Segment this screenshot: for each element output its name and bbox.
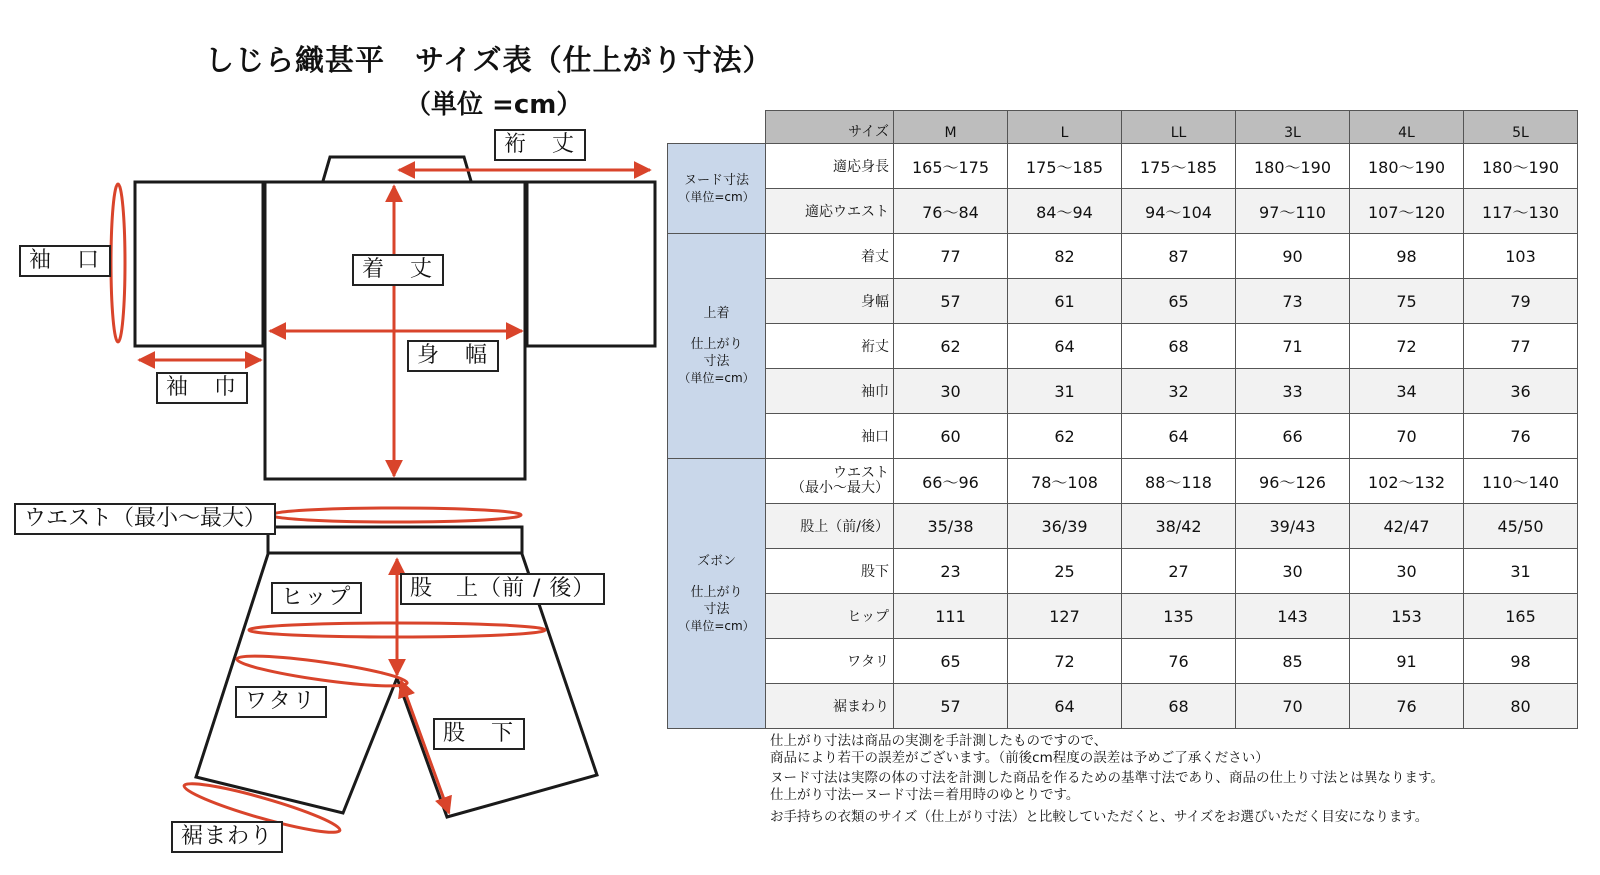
- table-cell: 68: [1122, 324, 1236, 369]
- note-line: 商品により若干の誤差がございます。（前後cm程度の誤差は予めご了承ください）: [770, 749, 1269, 766]
- label-waist: ウエスト（最小～最大）: [14, 503, 276, 535]
- group-pants: ズボン 仕上がり 寸法 （単位=cm）: [668, 459, 766, 729]
- table-cell: 65: [1122, 279, 1236, 324]
- table-cell: 68: [1122, 684, 1236, 729]
- label-mihaba: 身 幅: [407, 340, 499, 372]
- label-kitake: 着 丈: [352, 254, 444, 286]
- table-cell: 57: [894, 279, 1008, 324]
- table-cell: 61: [1008, 279, 1122, 324]
- table-cell: 45/50: [1464, 504, 1578, 549]
- table-row: [668, 639, 1578, 684]
- unit-subtitle: （単位 =cm）: [405, 90, 583, 120]
- row-label: ウエスト （最小～最大）: [766, 459, 894, 504]
- table-cell: 77: [894, 234, 1008, 279]
- table-cell: 94～104: [1122, 189, 1236, 234]
- table-cell: 65: [894, 639, 1008, 684]
- table-cell: 33: [1236, 369, 1350, 414]
- table-cell: 39/43: [1236, 504, 1350, 549]
- table-cell: 31: [1464, 549, 1578, 594]
- size-header-label: サイズ: [766, 111, 894, 144]
- table-cell: 75: [1350, 279, 1464, 324]
- row-label: 袖口: [766, 414, 894, 459]
- table-cell: 76～84: [894, 189, 1008, 234]
- table-cell: 76: [1350, 684, 1464, 729]
- row-label: 裾まわり: [766, 684, 894, 729]
- table-cell: 64: [1008, 684, 1122, 729]
- table-cell: 82: [1008, 234, 1122, 279]
- table-row: [668, 279, 1578, 324]
- table-cell: 66: [1236, 414, 1350, 459]
- table-row: [668, 549, 1578, 594]
- table-cell: 64: [1008, 324, 1122, 369]
- label-watari: ワタリ: [235, 686, 327, 718]
- jacket-left-sleeve: [135, 182, 263, 346]
- table-cell: 98: [1350, 234, 1464, 279]
- row-label: ヒップ: [766, 594, 894, 639]
- table-cell: 35/38: [894, 504, 1008, 549]
- table-cell: 127: [1008, 594, 1122, 639]
- table-cell: 110～140: [1464, 459, 1578, 504]
- row-label: 適応身長: [766, 144, 894, 189]
- table-cell: 60: [894, 414, 1008, 459]
- table-cell: 88～118: [1122, 459, 1236, 504]
- note-line: 仕上がり寸法は商品の実測を手計測したものですので、: [770, 733, 1108, 749]
- row-label: 股下: [766, 549, 894, 594]
- table-cell: 64: [1122, 414, 1236, 459]
- table-cell: 66～96: [894, 459, 1008, 504]
- table-row: [668, 369, 1578, 414]
- label-matashita: 股 下: [433, 718, 525, 750]
- table-cell: 71: [1236, 324, 1350, 369]
- table-cell: 90: [1236, 234, 1350, 279]
- row-label: 適応ウエスト: [766, 189, 894, 234]
- note-line: ヌード寸法は実際の体の寸法を計測した商品を作るための基準寸法であり、商品の仕上り寸法とは異なります。: [770, 770, 1444, 786]
- table-cell: 165: [1464, 594, 1578, 639]
- label-susomawari: 裾まわり: [171, 821, 283, 853]
- table-cell: 36: [1464, 369, 1578, 414]
- page-title: しじら織甚平 サイズ表（仕上がり寸法）: [205, 43, 773, 77]
- row-label: 裄丈: [766, 324, 894, 369]
- table-cell: 102～132: [1350, 459, 1464, 504]
- table-cell: 70: [1236, 684, 1350, 729]
- table-cell: 96～126: [1236, 459, 1350, 504]
- table-cell: 79: [1464, 279, 1578, 324]
- table-cell: 98: [1464, 639, 1578, 684]
- table-cell: 77: [1464, 324, 1578, 369]
- table-row: [668, 504, 1578, 549]
- table-row: [668, 189, 1578, 234]
- table-cell: 84～94: [1008, 189, 1122, 234]
- size-col-header: L: [1008, 111, 1122, 144]
- row-label: 身幅: [766, 279, 894, 324]
- table-row: [668, 144, 1578, 189]
- table-cell: 34: [1350, 369, 1464, 414]
- table-cell: 57: [894, 684, 1008, 729]
- table-cell: 30: [1236, 549, 1350, 594]
- table-cell: 72: [1350, 324, 1464, 369]
- table-row: [668, 324, 1578, 369]
- table-cell: 165～175: [894, 144, 1008, 189]
- waist-ellipse: [271, 508, 521, 522]
- group-nude: ヌード寸法 （単位=cm）: [668, 144, 766, 234]
- size-col-header: LL: [1122, 111, 1236, 144]
- table-cell: 76: [1464, 414, 1578, 459]
- table-cell: 107～120: [1350, 189, 1464, 234]
- table-cell: 32: [1122, 369, 1236, 414]
- row-label: ワタリ: [766, 639, 894, 684]
- table-cell: 42/47: [1350, 504, 1464, 549]
- table-cell: 70: [1350, 414, 1464, 459]
- row-label: 袖巾: [766, 369, 894, 414]
- table-cell: 175～185: [1008, 144, 1122, 189]
- size-col-header: 3L: [1236, 111, 1350, 144]
- table-row: [668, 594, 1578, 639]
- table-cell: 180～190: [1464, 144, 1578, 189]
- jacket-right-sleeve: [527, 182, 655, 346]
- sodeguchi-ellipse: [111, 184, 125, 342]
- size-col-header: 4L: [1350, 111, 1464, 144]
- table-cell: 31: [1008, 369, 1122, 414]
- pants-waistband: [268, 527, 522, 553]
- label-yuki: 裄 丈: [494, 129, 586, 161]
- table-cell: 175～185: [1122, 144, 1236, 189]
- table-cell: 180～190: [1350, 144, 1464, 189]
- table-cell: 38/42: [1122, 504, 1236, 549]
- label-hip: ヒップ: [271, 582, 362, 614]
- table-cell: 36/39: [1008, 504, 1122, 549]
- size-col-header: 5L: [1464, 111, 1578, 144]
- table-cell: 180～190: [1236, 144, 1350, 189]
- table-cell: 73: [1236, 279, 1350, 324]
- label-sodehaba: 袖 巾: [156, 372, 248, 404]
- table-cell: 103: [1464, 234, 1578, 279]
- table-cell: 85: [1236, 639, 1350, 684]
- size-header-row: [668, 111, 1578, 144]
- table-cell: 30: [894, 369, 1008, 414]
- label-sodeguchi: 袖 口: [19, 245, 111, 277]
- table-row: [668, 684, 1578, 729]
- table-row: [668, 459, 1578, 504]
- row-label: 股上（前/後）: [766, 504, 894, 549]
- note-line: お手持ちの衣類のサイズ（仕上がり寸法）と比較していただくと、サイズをお選びいただく目安になります。: [770, 809, 1429, 825]
- notes-block: [770, 733, 1444, 826]
- table-cell: 72: [1008, 639, 1122, 684]
- table-cell: 97～110: [1236, 189, 1350, 234]
- size-col-header: M: [894, 111, 1008, 144]
- table-cell: 91: [1350, 639, 1464, 684]
- table-cell: 80: [1464, 684, 1578, 729]
- table-cell: 62: [894, 324, 1008, 369]
- table-cell: 62: [1008, 414, 1122, 459]
- table-cell: 30: [1350, 549, 1464, 594]
- group-top: 上着 仕上がり 寸法 （単位=cm）: [668, 234, 766, 459]
- table-cell: 23: [894, 549, 1008, 594]
- table-row: [668, 234, 1578, 279]
- table-cell: 153: [1350, 594, 1464, 639]
- label-matagami: 股 上（前 / 後）: [400, 573, 605, 605]
- table-row: [668, 414, 1578, 459]
- table-cell: 87: [1122, 234, 1236, 279]
- table-cell: 27: [1122, 549, 1236, 594]
- note-line: 仕上がり寸法ーヌード寸法＝着用時のゆとりです。: [770, 786, 1080, 803]
- table-cell: 143: [1236, 594, 1350, 639]
- size-table: [667, 110, 1578, 729]
- table-cell: 25: [1008, 549, 1122, 594]
- row-label: 着丈: [766, 234, 894, 279]
- table-cell: 135: [1122, 594, 1236, 639]
- table-cell: 117～130: [1464, 189, 1578, 234]
- table-cell: 76: [1122, 639, 1236, 684]
- table-cell: 111: [894, 594, 1008, 639]
- table-cell: 78～108: [1008, 459, 1122, 504]
